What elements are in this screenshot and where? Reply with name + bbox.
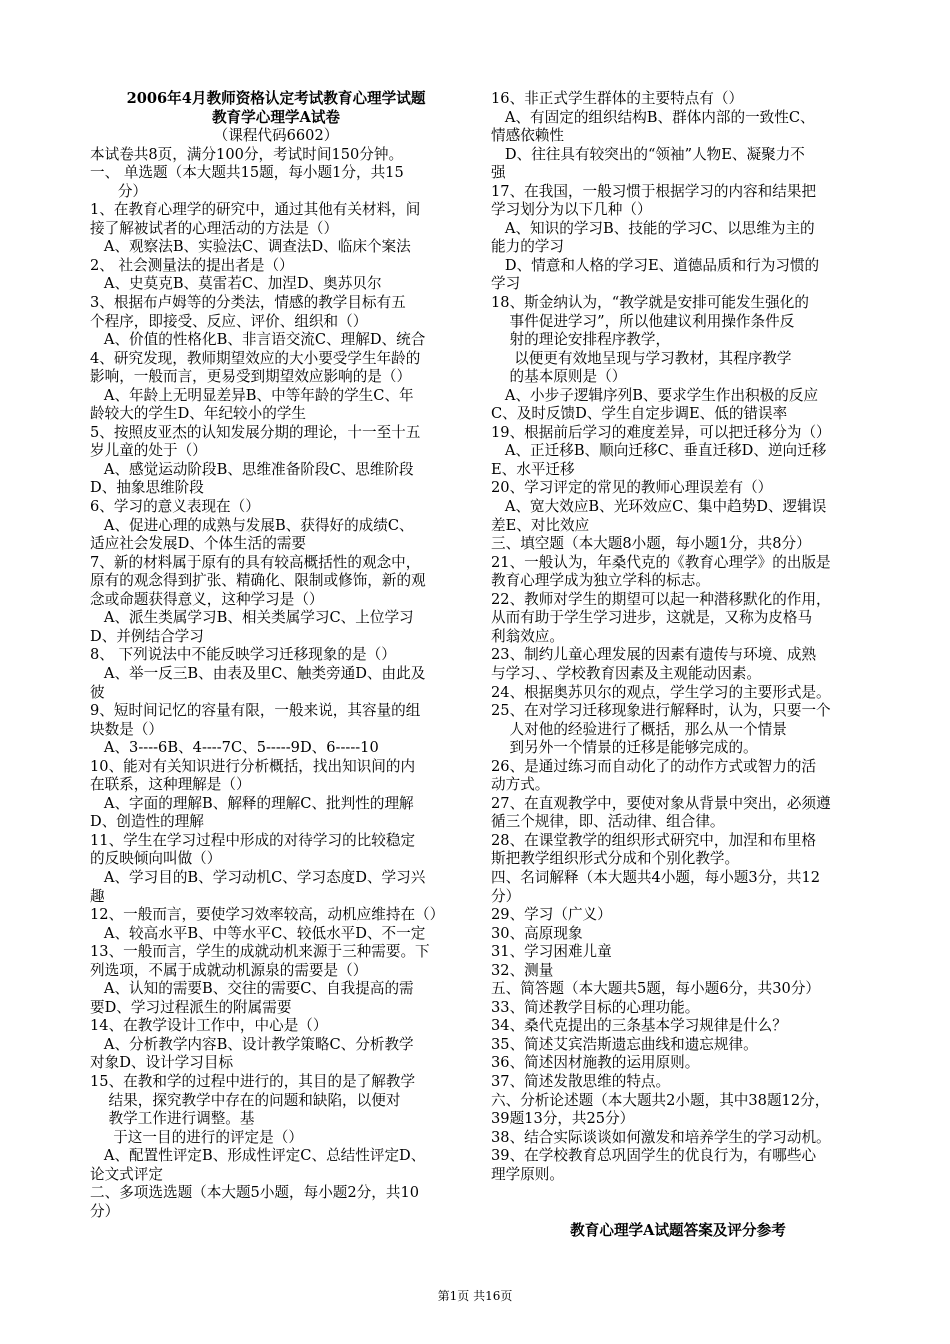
text-line: 原有的观念得到扩张、精确化、限制或修饰，新的观 [90, 572, 426, 590]
left-column [90, 90, 462, 1221]
text-line: 14、在教学设计工作中，中心是（） [90, 1017, 328, 1035]
text-line: 9、短时间记忆的容量有限，一般来说，其容量的组 [90, 702, 421, 720]
text-line: A、史莫克B、莫雷若C、加涅D、奥苏贝尔 [90, 275, 382, 293]
text-line: A、举一反三B、由表及里C、触类旁通D、由此及 [90, 664, 426, 682]
text-line: 2006年4月教师资格认定考试教育心理学试题 [126, 90, 426, 107]
text-line: 30、高原现象 [491, 924, 583, 942]
text-line: A、分析教学内容B、设计教学策略C、分析教学 [90, 1035, 414, 1053]
text-line: 38、结合实际谈谈如何激发和培养学生的学习动机。 [491, 1128, 831, 1146]
text-line: 4、研究发现，教师期望效应的大小要受学生年龄的 [90, 349, 421, 367]
text-line: 6、学习的意义表现在（） [90, 498, 260, 516]
text-line: 要D、学习过程派生的附属需要 [90, 998, 292, 1016]
text-line: A、感觉运动阶段B、思维准备阶段C、思维阶段 [90, 460, 414, 478]
text-line: 块数是（） [90, 720, 163, 738]
text-line: 的反映倾向叫做（） [90, 850, 222, 868]
text-line: 循三个规律，即、活动律、组合律。 [491, 813, 725, 831]
text-line: A、配置性评定B、形成性评定C、总结性评定D、 [90, 1147, 426, 1165]
text-line: 39、在学校教育总巩固学生的优良行为，有哪些心 [491, 1147, 817, 1165]
text-line: 论文式评定 [90, 1165, 163, 1183]
text-line: 强 [491, 164, 506, 182]
text-line: D、抽象思维阶段 [90, 479, 204, 497]
text-line: 39题13分，共25分） [491, 1110, 635, 1128]
text-line: 16、非正式学生群体的主要特点有（） [491, 90, 744, 107]
text-line: 18、斯金纳认为，“教学就是安排可能发生强化的 [491, 294, 809, 312]
text-line: 五、简答题（本大题共5题，每小题6分，共30分） [491, 980, 821, 998]
text-line: 教育心理学成为独立学科的标志。 [491, 572, 710, 590]
text-line: A、正迁移B、顺向迁移C、垂直迁移D、逆向迁移 [491, 442, 827, 460]
text-line: 人对他的经验进行了概括，那么从一个情景 [491, 720, 787, 738]
text-line: A、宽大效应B、光环效应C、集中趋势D、逻辑误 [491, 498, 827, 516]
text-line: 以便更有效地呈现与学习教材，其程序教学 [491, 349, 792, 367]
text-line: D、并例结合学习 [90, 627, 204, 645]
text-line: 2、 社会测量法的提出者是（） [90, 256, 294, 274]
text-line: A、小步子逻辑序列B、要求学生作出积极的反应 [491, 386, 819, 404]
text-line: A、较高水平B、中等水平C、较低水平D、不一定 [90, 924, 426, 942]
text-line: 27、在直观教学中，要使对象从背景中突出，必须遵 [491, 794, 831, 812]
text-line: 26、是通过练习而自动化了的动作方式或智力的活 [491, 757, 817, 775]
text-line: 34、桑代克提出的三条基本学习规律是什么？ [491, 1017, 787, 1035]
text-line: 教育学心理学A试卷 [211, 108, 341, 126]
text-line: 趣 [90, 887, 105, 905]
text-line: 学习划分为以下几种（） [491, 201, 652, 219]
text-line: 19、根据前后学习的难度差异，可以把迁移分为（） [491, 423, 831, 441]
text-line: 教学工作进行调整。基 [90, 1110, 255, 1128]
text-line: 11、学生在学习过程中形成的对待学习的比较稳定 [90, 831, 416, 849]
text-line: 3、根据布卢姆等的分类法，情感的教学目标有五 [90, 294, 406, 312]
text-line: 33、简述教学目标的心理功能。 [491, 998, 700, 1016]
text-line: 结果，探究教学中存在的问题和缺陷，以便对 [90, 1091, 401, 1109]
text-line: 21、一般认为，年桑代克的《教育心理学》的出版是 [491, 553, 831, 571]
text-line: 射的理论安排程序教学， [491, 331, 671, 349]
text-line: A、价值的性格化B、非言语交流C、理解D、统合 [90, 331, 426, 349]
text-line: 23、制约儿童心理发展的因素有遗传与环境、成熟 [491, 646, 817, 664]
text-line: 情感依赖性 [491, 127, 564, 145]
text-line: 个程序，即接受、反应、评价、组织和（） [90, 312, 368, 330]
text-line: D、创造性的理解 [90, 813, 204, 831]
text-line: 24、根据奥苏贝尔的观点，学生学习的主要形式是。 [491, 683, 831, 701]
text-line: 四、名词解释（本大题共4小题，每小题3分，共12 [491, 868, 821, 886]
text-line: A、字面的理解B、解释的理解C、批判性的理解 [90, 794, 414, 812]
text-line: （课程代码6602） [213, 127, 339, 145]
text-line: 36、简述因材施教的运用原则。 [491, 1054, 700, 1072]
text-line: 22、教师对学生的期望可以起一种潜移默化的作用， [491, 590, 831, 608]
text-line: 与学习、、学校教育因素及主观能动因素。 [491, 664, 761, 682]
text-line: D、往往具有较突出的“领袖”人物E、凝聚力不 [491, 145, 805, 163]
answers-title: 教育心理学A试题答案及评分参考 [570, 1222, 786, 1240]
text-line: 岁儿童的处于（） [90, 442, 207, 460]
text-line: 龄较大的学生D、年纪较小的学生 [90, 405, 307, 423]
text-line: 5、按照皮亚杰的认知发展分期的理论，十一至十五 [90, 423, 421, 441]
text-line: 28、在课堂教学的组织形式研究中，加涅和布里格 [491, 831, 817, 849]
text-line: 15、在教和学的过程中进行的，其目的是了解教学 [90, 1072, 416, 1090]
text-line: 三、填空题（本大题8小题，每小题1分，共8分） [491, 535, 811, 553]
text-line: 20、学习评定的常见的教师心理误差有（） [491, 479, 773, 497]
text-line: 接了解被试者的心理活动的方法是（） [90, 219, 339, 237]
text-line: C、及时反馈D、学生自定步调E、低的错误率 [491, 405, 788, 423]
text-line: 于这一目的进行的评定是（） [90, 1128, 303, 1146]
text-line: A、观察法B、实验法C、调查法D、临床个案法 [90, 238, 411, 256]
text-line: 适应社会发展D、个体生活的需要 [90, 535, 307, 553]
text-line: 17、在我国，一般习惯于根据学习的内容和结果把 [491, 182, 817, 200]
text-line: 1、在教育心理学的研究中，通过其他有关材料，间 [90, 201, 421, 219]
text-line: A、3----6B、4----7C、5-----9D、6-----10 [90, 739, 379, 757]
text-line: 本试卷共8页，满分100分，考试时间150分钟。 [90, 145, 404, 163]
text-line: 分） [90, 1202, 120, 1220]
text-line: 到另外一个情景的迁移是能够完成的。 [491, 739, 758, 757]
text-line: 37、简述发散思维的特点。 [491, 1072, 671, 1090]
text-line: 在联系，这种理解是（） [90, 776, 251, 794]
text-line: E、水平迁移 [491, 460, 575, 478]
text-line: 29、学习（广义） [491, 906, 612, 924]
text-line: 10、能对有关知识进行分析概括，找出知识间的内 [90, 757, 416, 775]
text-line: A、年龄上无明显差异B、中等年龄的学生C、年 [90, 386, 414, 404]
text-line: 从而有助于学生学习进步，这就是，又称为皮格马 [491, 609, 813, 627]
right-column [491, 90, 865, 1184]
text-line: 影响，一般而言，更易受到期望效应影响的是（） [90, 368, 412, 386]
text-line: A、派生类属学习B、相关类属学习C、上位学习 [90, 609, 414, 627]
text-line: A、知识的学习B、技能的学习C、以思维为主的 [491, 219, 815, 237]
text-line: 一、 单选题（本大题共15题，每小题1分，共15 [90, 164, 404, 182]
text-line: 斯把教学组织形式分成和个别化教学。 [491, 850, 740, 868]
text-line: 利翁效应。 [491, 627, 564, 645]
text-line: 列选项，不属于成就动机源泉的需要是（） [90, 961, 368, 979]
text-line: 32、测量 [491, 961, 554, 979]
text-line: 动方式。 [491, 776, 550, 794]
text-line: 分） [90, 182, 148, 200]
text-line: 分） [491, 887, 521, 905]
text-line: 7、新的材料属于原有的具有较高概括性的观念中， [90, 553, 421, 571]
answers-section [491, 1222, 865, 1241]
text-line: 念或命题获得意义，这种学习是（） [90, 590, 324, 608]
text-line: 彼 [90, 683, 105, 701]
text-line: A、有固定的组织结构B、群体内部的一致性C、 [491, 108, 815, 126]
text-line: 六、分析论述题（本大题共2小题，其中38题12分， [491, 1091, 830, 1109]
text-line: 二、多项选选题（本大题5小题，每小题2分，共10 [90, 1184, 420, 1202]
text-line: 12、一般而言，要使学习效率较高，动机应维持在（） [90, 906, 445, 924]
page-footer: 第1页 共16页 [437, 1289, 513, 1303]
text-line: 8、 下列说法中不能反映学习迁移现象的是（） [90, 646, 396, 664]
text-line: 能力的学习 [491, 238, 564, 256]
text-line: 理学原则。 [491, 1165, 564, 1183]
text-line: 事件促进学习”，所以他建议利用操作条件反 [491, 312, 795, 330]
text-line: 25、在对学习迁移现象进行解释时，认为，只要一个 [491, 702, 831, 720]
text-line: 35、简述艾宾浩斯遗忘曲线和遗忘规律。 [491, 1035, 758, 1053]
text-line: 的基本原则是（） [491, 368, 627, 386]
text-line: 31、学习困难儿童 [491, 943, 612, 961]
text-line: 学习 [491, 275, 521, 293]
text-line: 13、一般而言，学生的成就动机来源于三种需要。下 [90, 943, 430, 961]
text-line: 差E、对比效应 [491, 516, 590, 534]
text-line: D、情意和人格的学习E、道德品质和行为习惯的 [491, 256, 820, 274]
text-line: A、学习目的B、学习动机C、学习态度D、学习兴 [90, 868, 426, 886]
text-line: 对象D、设计学习目标 [90, 1054, 234, 1072]
text-line: A、认知的需要B、交往的需要C、自我提高的需 [90, 980, 414, 998]
text-line: A、促进心理的成熟与发展B、获得好的成绩C、 [90, 516, 414, 534]
